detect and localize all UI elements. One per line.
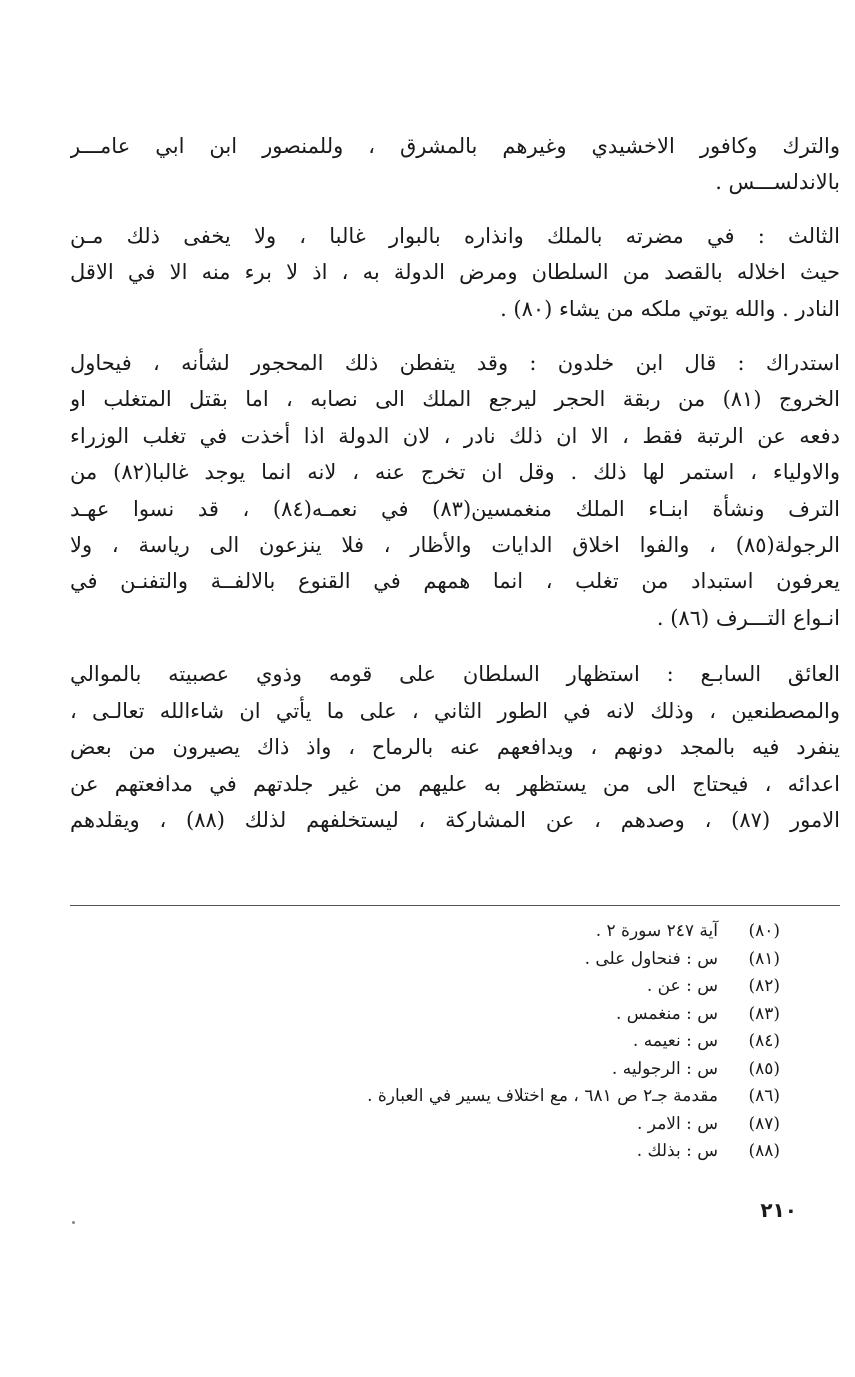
footnote-item bbox=[140, 1001, 780, 1029]
footnote-item bbox=[140, 973, 780, 1001]
footnote-text: س : الرجوليه . bbox=[611, 1058, 718, 1079]
footnote-number: (٨٢) bbox=[748, 976, 780, 996]
footnote-item bbox=[140, 946, 780, 974]
paragraph-2 bbox=[70, 218, 840, 327]
text-line: الرجولة(٨٥) ، والفوا اخلاق الدايات والأظار ، فلا ينزعون الى رياسة ، ولا bbox=[70, 533, 840, 558]
footnote-number: (٨٣) bbox=[748, 1003, 780, 1024]
footnote-text: آية ٢٤٧ سورة ٢ . bbox=[595, 921, 718, 941]
footnote-text: مقدمة جـ٢ ص ٦٨١ ، مع اختلاف يسير في العبارة . bbox=[367, 1086, 718, 1106]
text-line: والاولياء ، استمر لها ذلك . وقل ان تخرج عنه ، لانه انما يوجد غالبا(٨٢) من bbox=[70, 460, 840, 485]
footnote-item bbox=[140, 1111, 780, 1139]
text-line: الترف ونشأة ابنـاء الملك منغمسين(٨٣) في نعمـه(٨٤) ، قد نسوا عهـد bbox=[70, 496, 840, 521]
text-line: الثالث : في مضرته بالملك وانذاره بالبوار غالبا ، ولا يخفى ذلك مـن bbox=[70, 223, 840, 248]
page-number: ٢١٠ bbox=[760, 1198, 797, 1222]
text-line: ينفرد فيه بالمجد دونهم ، ويدافعهم عنه بالرماح ، واذ ذاك يصيرون من بعض bbox=[70, 735, 840, 760]
text-line: دفعه عن الرتبة فقط ، الا ان ذلك نادر ، لان الدولة اذا أخذت في تغلب الوزراء bbox=[70, 423, 840, 448]
text-line: حيث اخلاله بالقصد من السلطان ومرض الدولة به ، اذ لا برء منه الا في الاقل bbox=[70, 260, 840, 285]
footnote-text: س : فنحاول على . bbox=[584, 948, 718, 969]
paragraph-1 bbox=[70, 128, 840, 201]
footnote-number: (٨٦) bbox=[748, 1086, 780, 1106]
paragraph-4 bbox=[70, 656, 840, 838]
footnote-item bbox=[140, 1083, 780, 1111]
text-line: والترك وكافور الاخشيدي وغيرهم بالمشرق ، وللمنصور ابن ابي عامـــر bbox=[70, 134, 840, 158]
footnote-text: س : منغمس . bbox=[615, 1003, 718, 1024]
footnote-divider bbox=[70, 905, 840, 906]
text-line: اعدائه ، فيحتاج الى من يستظهر به عليهم من غير جلدتهم في مدافعتهم عن bbox=[70, 771, 840, 796]
footnote-number: (٨٧) bbox=[748, 1113, 780, 1134]
footnote-item bbox=[140, 918, 780, 946]
text-line: يعرفون استبداد من تغلب ، انما همهم في القنوع بالالفــة والتفنـن في bbox=[70, 569, 840, 594]
main-text bbox=[70, 128, 840, 838]
footnote-number: (٨٨) bbox=[748, 1141, 780, 1161]
footnote-number: (٨٥) bbox=[748, 1058, 780, 1079]
footnote-item bbox=[140, 1028, 780, 1056]
scan-speck bbox=[72, 1221, 75, 1224]
footnote-text: س : بذلك . bbox=[636, 1141, 718, 1161]
footnote-text: س : الامر . bbox=[637, 1113, 718, 1134]
text-line: انـواع التـــرف (٨٦) . bbox=[656, 605, 840, 630]
text-line: استدراك : قال ابن خلدون : وقد يتفطن ذلك المحجور لشأنه ، فيحاول bbox=[70, 351, 840, 376]
footnote-number: (٨٤) bbox=[748, 1031, 780, 1051]
footnote-text: س : عن . bbox=[646, 976, 718, 996]
text-line: الخروج (٨١) من ربقة الحجر ليرجع الملك الى نصابه ، اما بقتل المتغلب او bbox=[70, 387, 840, 412]
footnote-number: (٨٠) bbox=[748, 921, 780, 941]
footnote-text: س : نعيمه . bbox=[632, 1031, 718, 1051]
text-line: والمصطنعين ، وذلك لانه في الطور الثاني ، على ما يأتي ان شاءالله تعالـى ، bbox=[70, 698, 840, 723]
text-line: النادر . والله يوتي ملكه من يشاء (٨٠) . bbox=[500, 296, 840, 321]
footnote-number: (٨١) bbox=[748, 948, 780, 969]
text-line: بالاندلســـس . bbox=[715, 170, 840, 195]
footnote-item bbox=[140, 1138, 780, 1166]
text-line: العائق السابـع : استظهار السلطان على قومه وذوي عصبيته بالموالي bbox=[70, 662, 840, 687]
footnotes bbox=[140, 918, 780, 1166]
paragraph-3 bbox=[70, 345, 840, 636]
footnote-item bbox=[140, 1056, 780, 1084]
text-line: الامور (٨٧) ، وصدهم ، عن المشاركة ، ليستخلفهم لذلك (٨٨) ، ويقلدهم bbox=[70, 807, 840, 832]
